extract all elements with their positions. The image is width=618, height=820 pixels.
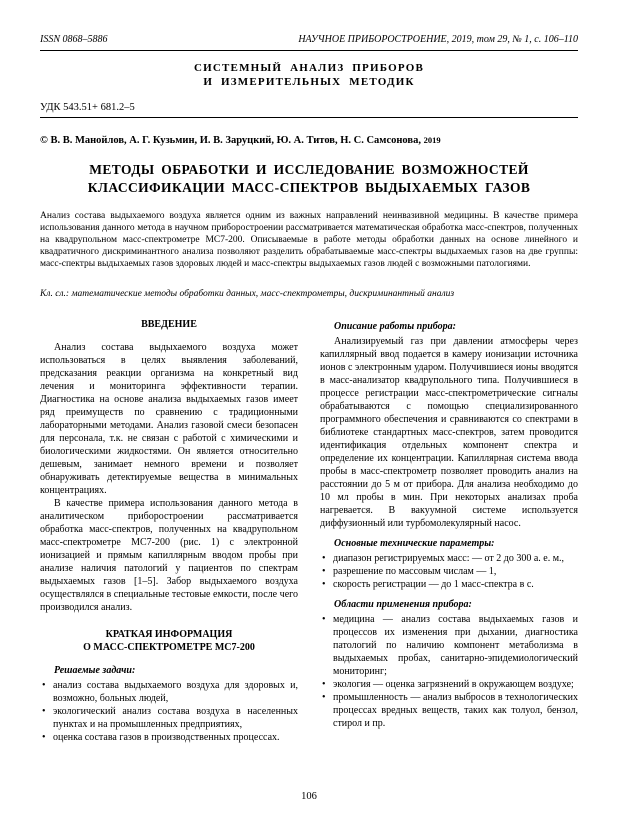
list-item: • разрешение по массовым числам — 1, xyxy=(320,565,578,578)
paper-title-line2: КЛАССИФИКАЦИИ МАСС-СПЕКТРОВ ВЫДЫХАЕМЫХ ГАЗОВ xyxy=(87,180,531,195)
paper-title-line1: МЕТОДЫ ОБРАБОТКИ И ИССЛЕДОВАНИЕ ВОЗМОЖНОСТЕЙ xyxy=(89,162,529,177)
header-divider xyxy=(40,50,578,51)
list-item: • скорость регистрации — до 1 масс-спектра в с. xyxy=(320,578,578,591)
introduction-heading: ВВЕДЕНИЕ xyxy=(141,319,197,330)
info-section-heading xyxy=(40,628,298,654)
left-column xyxy=(40,318,298,744)
application-areas-heading: Области применения прибора: xyxy=(334,599,472,610)
udk-divider xyxy=(40,117,578,118)
list-item: • промышленность — анализ выбросов в технологических процессах вредных веществ, таких как толуол, бензол, стирол и пр. xyxy=(320,691,578,730)
intro-paragraph-1: Анализ состава выдыхаемого воздуха может использоваться в целях выявления заболеваний, предсказания реакции организма на конкретный вид лечения и мониторинга эффективности терапии. Диагностика на основе анализа выдыхаемых газов имеет ряд преимуществ по сравнению с традиционными лабораторными методами. Анализ газовой смеси безопасен для персонала, т.к. не связан с работой с химическими и биологическими жидкостями. Он является относительно дешевым, занимает немного времени и позволяет обнаруживать детектируемые вещества в минимальных концентрациях. xyxy=(40,342,298,496)
intro-paragraph-2: В качестве примера использования данного метода в аналитическом приборостроении рассматривается обработка масс-спектров, полученных на квадрупольном масс-спектрометре МС7-200 (рис. 1) с электронной ионизацией и прямым капиллярным вводом пробы при анализе наличия патологий у пациентов по спектрам выдыхаемых газов [1–5]. Забор выдыхаемого воздуха осуществлялся в специальные тестовые емкости, после чего производился анализ. xyxy=(40,498,298,613)
keywords-text: математические методы обработки данных, масс-спектрометры, дискриминантный анализ xyxy=(69,289,455,299)
keywords-label: Кл. сл.: xyxy=(40,289,70,299)
device-description-paragraph: Анализируемый газ при давлении атмосферы через капиллярный ввод подается в камеру ионизации источника ионов с электронным ударом. Получившиеся ионы вводятся в масс-анализатор квадрупольного типа. Получившиеся в процессе регистрации масс-спектрометрические сигналы обрабатываются с помощью специализированного программного обеспечения и сравниваются со спектрами в библиотеке стандартных масс-спектров, затем проводится идентификация отдельных компонент спектра и определение их концентрации. Капиллярная система ввода пробы в масс-спектрометр позволяет проводить анализ на расстоянии до 5 м от прибора. Для анализа необходимо до 10 мл пробы в мин. При некоторых анализах проба нагревается. В вакуумной системе используется диффузионный или турбомолекулярный насос. xyxy=(320,336,578,529)
journal-section-heading xyxy=(40,61,578,89)
page-number: 106 xyxy=(301,791,317,802)
section-heading-line2: И ИЗМЕРИТЕЛЬНЫХ МЕТОДИК xyxy=(203,76,415,88)
list-item: • экологический анализ состава воздуха в населенных пунктах и на промышленных предприятиях, xyxy=(40,705,298,731)
tasks-heading: Решаемые задачи: xyxy=(54,665,136,676)
parameters-list xyxy=(320,552,578,591)
journal-reference: НАУЧНОЕ ПРИБОРОСТРОЕНИЕ, 2019, том 29, № 1, c. 106–110 xyxy=(298,34,578,45)
issn-label: ISSN 0868–5886 xyxy=(40,34,108,45)
list-item: • оценка состава газов в производственных процессах. xyxy=(40,731,298,744)
list-item: • диапазон регистрируемых масс: — от 2 до 300 а. е. м., xyxy=(320,552,578,565)
list-item: • медицина — анализ состава выдыхаемых газов и процессов их изменения при дыхании, диагностика патологий по наличию компонент метаболизма в выдыхаемых пробах, санитарно-эпидемиологический мониторинг; xyxy=(320,613,578,678)
section-heading-line1: СИСТЕМНЫЙ АНАЛИЗ ПРИБОРОВ xyxy=(193,62,425,74)
technical-parameters-heading: Основные технические параметры: xyxy=(334,538,495,549)
abstract-text: Анализ состава выдыхаемого воздуха является одним из важных направлений неинвазивной медицины. В качестве примера использования данного метода в научном приборостроении рассматривается математическая обработка масс-спектров, полученных на квадрупольном масс-спектрометре МС7-200. Описываемые в работе методы обработки данных на основе линейного и квадратичного дискриминантного анализа позволяют разделить обрабатываемые масс-спектры выдыхаемых газов на две группы: масс-спектры выдыхаемых газов здоровых людей и масс-спектры выдыхаемых газов людей с возможными патологиями. xyxy=(40,211,578,269)
two-column-body xyxy=(40,318,578,744)
right-column xyxy=(320,318,578,744)
udk-line: УДК 543.51+ 681.2–5 xyxy=(40,102,135,113)
tasks-list xyxy=(40,679,298,744)
device-description-heading: Описание работы прибора: xyxy=(334,321,456,332)
areas-list xyxy=(320,613,578,730)
journal-header xyxy=(40,34,578,46)
authors-line xyxy=(40,134,578,147)
authors-names: © В. В. Манойлов, А. Г. Кузьмин, И. В. Заруцкий, Ю. А. Титов, Н. С. Самсонова, xyxy=(40,135,421,146)
authors-year: 2019 xyxy=(423,135,441,145)
list-item: • экология — оценка загрязнений в окружающем воздухе; xyxy=(320,678,578,691)
info-heading-line2: О МАСС-СПЕКТРОМЕТРЕ МС7-200 xyxy=(83,642,255,653)
list-item: • анализ состава выдыхаемого воздуха для здоровых и, возможно, больных людей, xyxy=(40,679,298,705)
paper-title xyxy=(40,161,578,197)
info-heading-line1: КРАТКАЯ ИНФОРМАЦИЯ xyxy=(105,629,233,640)
keywords-line xyxy=(40,288,578,300)
